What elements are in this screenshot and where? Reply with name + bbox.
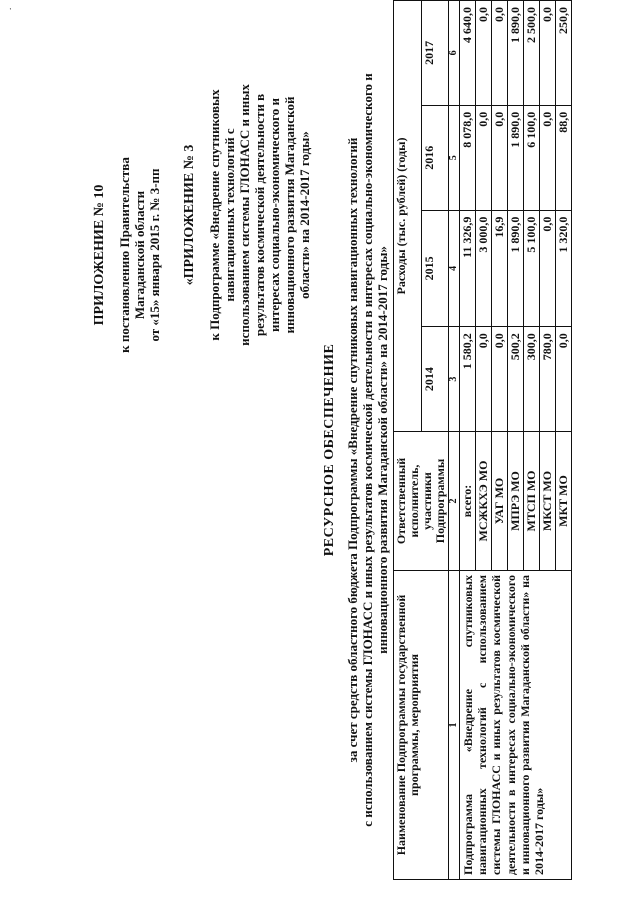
table-header-row: [394, 1, 422, 880]
document-subtitle-line: за счет средств областного бюджета Подпрограммы «Внедрение спутниковых навигационных технологий: [345, 137, 360, 763]
executor-cell: МКСТ МО: [540, 432, 556, 571]
header-expenses: Расходы (тыс. рублей) (годы): [394, 1, 422, 432]
document-title: [322, 35, 390, 865]
value-cell: 0,0: [492, 327, 508, 432]
annex-3-block: [182, 50, 312, 380]
value-cell: 300,0: [524, 327, 540, 432]
index-cell: 2: [449, 432, 460, 571]
header-name: Наименование Подпрограммы государственной программы, мероприятия: [394, 571, 449, 880]
executor-cell: всего:: [460, 432, 476, 571]
executor-cell: МКТ МО: [556, 432, 572, 571]
annex-3-line: интересах социально-экономического и: [267, 97, 282, 333]
executor-cell: МПРЭ МО: [508, 432, 524, 571]
value-cell: 1 320,0: [556, 210, 572, 327]
index-cell: 4: [449, 210, 460, 327]
header-year: 2015: [421, 210, 449, 327]
value-cell: 8 078,0: [460, 105, 476, 210]
value-cell: 6 100,0: [524, 105, 540, 210]
index-cell: 1: [449, 571, 460, 880]
value-cell: 16,9: [492, 210, 508, 327]
annex-3-line: к Подпрограмме «Внедрение спутниковых: [207, 89, 222, 341]
executor-cell: УАГ МО: [492, 432, 508, 571]
value-cell: 0,0: [476, 1, 492, 106]
value-cell: 0,0: [476, 327, 492, 432]
annex-3-title: «ПРИЛОЖЕНИЕ № 3: [182, 144, 197, 286]
value-cell: 0,0: [476, 105, 492, 210]
annex-3-line: использованием системы ГЛОНАСС и иных: [237, 84, 252, 346]
value-cell: 2 500,0: [524, 1, 540, 106]
executor-cell: МСЖКХЭ МО: [476, 432, 492, 571]
annex-3-line: инновационного развития Магаданской: [282, 96, 297, 334]
value-cell: 3 000,0: [476, 210, 492, 327]
value-cell: 1 580,2: [460, 327, 476, 432]
value-cell: 0,0: [492, 1, 508, 106]
value-cell: 4 640,0: [460, 1, 476, 106]
margin-mark: .: [3, 7, 13, 10]
value-cell: 0,0: [492, 105, 508, 210]
value-cell: 1 890,0: [508, 1, 524, 106]
annex-10-line: к постановлению Правительства: [117, 157, 132, 353]
annex-10-title: ПРИЛОЖЕНИЕ № 10: [92, 184, 107, 326]
value-cell: 11 326,9: [460, 210, 476, 327]
value-cell: 0,0: [540, 210, 556, 327]
annex-3-line: области» на 2014-2017 годы»: [297, 131, 312, 299]
header-executor: Ответственный исполнитель, участники Подпрограммы: [394, 432, 449, 571]
value-cell: 780,0: [540, 327, 556, 432]
document-subtitle-line: с использованием системы ГЛОНАСС и иных результатов космической деятельности в интересах социально-экономического и: [360, 73, 375, 827]
value-cell: 88,0: [556, 105, 572, 210]
annex-3-line: навигационных технологий с: [222, 128, 237, 302]
header-year: 2017: [421, 1, 449, 106]
annex-10-line: от «15» января 2015 г. № 3-пп: [147, 168, 162, 342]
value-cell: 1 890,0: [508, 105, 524, 210]
table-row: [460, 1, 476, 880]
index-cell: 5: [449, 105, 460, 210]
document-heading: РЕСУРСНОЕ ОБЕСПЕЧЕНИЕ: [322, 343, 337, 557]
value-cell: 0,0: [556, 327, 572, 432]
value-cell: 5 100,0: [524, 210, 540, 327]
value-cell: 250,0: [556, 1, 572, 106]
header-year: 2014: [421, 327, 449, 432]
executor-cell: МТСП МО: [524, 432, 540, 571]
value-cell: 1 890,0: [508, 210, 524, 327]
subprogram-name: Подпрограмма «Внедрение спутниковых навигационных технологий с использованием системы ГЛОНАСС и иных результатов космической деятельности в интересах социально-экономического и инновационного развития Магаданской области» на 2014-2017 годы»: [460, 571, 572, 880]
index-cell: 6: [449, 1, 460, 106]
table-index-row: [449, 1, 460, 880]
annex-10-line: Магаданской области: [132, 190, 147, 320]
document-subtitle-line: инновационного развития Магаданской области» на 2014-2017 годы»: [375, 246, 390, 654]
index-cell: 3: [449, 327, 460, 432]
annex-3-line: результатов космической деятельности в: [252, 93, 267, 337]
resource-table: [393, 0, 572, 880]
annex-10-block: [92, 135, 162, 375]
value-cell: 500,2: [508, 327, 524, 432]
value-cell: 0,0: [540, 1, 556, 106]
header-year: 2016: [421, 105, 449, 210]
value-cell: 0,0: [540, 105, 556, 210]
